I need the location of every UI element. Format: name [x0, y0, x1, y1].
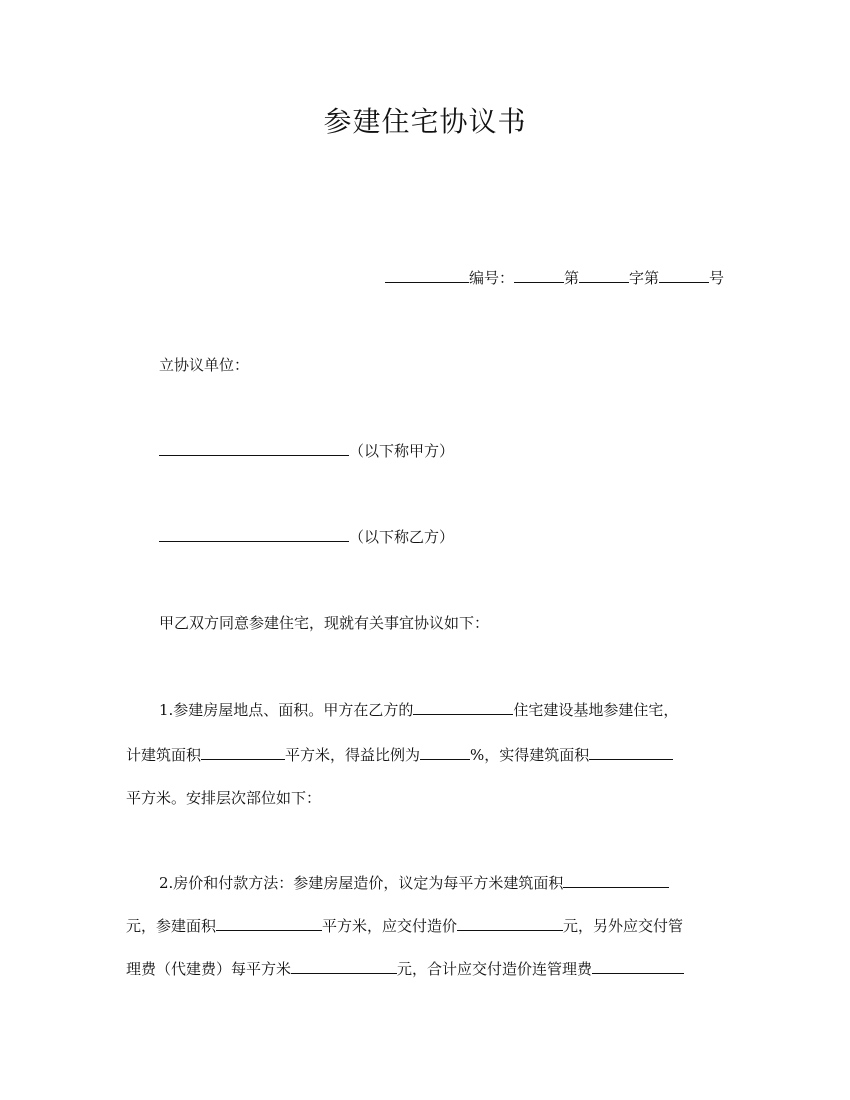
- number-di: 第: [563, 269, 579, 287]
- clause2-text-d: 元，另外应交付管: [563, 917, 684, 935]
- clause1-text-a: 1.参建房屋地点、面积。甲方在乙方的: [159, 701, 414, 719]
- clause1-line1: [159, 700, 678, 720]
- clause1-text-b: 住宅建设基地参建住宅，: [513, 701, 679, 719]
- clause1-actual-area-blank[interactable]: [589, 745, 673, 760]
- clause2-text-f: 元，合计应交付造价连管理费: [397, 960, 593, 978]
- clause1-area-blank[interactable]: [201, 745, 285, 760]
- party-b-blank[interactable]: [159, 527, 349, 542]
- clause2-line2: [126, 916, 683, 936]
- document-number-line: [385, 268, 724, 288]
- number-blank-1[interactable]: [514, 268, 564, 283]
- clause2-line3: [126, 959, 684, 979]
- clause1-line3: 平方米。安排层次部位如下：: [126, 789, 322, 807]
- party-b-suffix: （以下称乙方）: [349, 528, 455, 546]
- party-a-suffix: （以下称甲方）: [349, 442, 455, 460]
- clause1-text-c: 计建筑面积: [126, 746, 202, 764]
- number-blank-3[interactable]: [659, 268, 709, 283]
- clause2-line1: [159, 873, 669, 893]
- clause2-fee-blank[interactable]: [291, 959, 397, 974]
- agreement-intro: 甲乙双方同意参建住宅，现就有关事宜协议如下：: [159, 614, 490, 632]
- number-blank-2[interactable]: [579, 268, 629, 283]
- clause2-area-blank[interactable]: [216, 916, 322, 931]
- clause1-line2: [126, 745, 673, 765]
- clause2-cost-blank[interactable]: [457, 916, 563, 931]
- clause2-text-b: 元，参建面积: [126, 917, 217, 935]
- party-a-line: [159, 441, 454, 461]
- clause1-location-blank[interactable]: [413, 700, 513, 715]
- party-b-line: [159, 527, 454, 547]
- clause1-text-d: 平方米，得益比例为: [285, 746, 421, 764]
- party-a-blank[interactable]: [159, 441, 349, 456]
- clause2-unit-price-blank[interactable]: [563, 873, 669, 888]
- number-hao: 号: [708, 269, 724, 287]
- document-title: 参建住宅协议书: [323, 105, 527, 138]
- number-prefix-blank[interactable]: [385, 268, 469, 283]
- clause1-text-e: %，实得建筑面积: [470, 746, 590, 764]
- clause2-text-e: 理费（代建费）每平方米: [126, 960, 292, 978]
- number-label: 编号：: [468, 269, 514, 287]
- parties-intro: 立协议单位：: [159, 356, 250, 374]
- clause2-total-blank[interactable]: [592, 959, 684, 974]
- clause1-ratio-blank[interactable]: [420, 745, 470, 760]
- number-zi-di: 字第: [628, 269, 659, 287]
- clause2-text-c: 平方米，应交付造价: [322, 917, 458, 935]
- clause2-text-a: 2.房价和付款方法：参建房屋造价，议定为每平方米建筑面积: [159, 874, 564, 892]
